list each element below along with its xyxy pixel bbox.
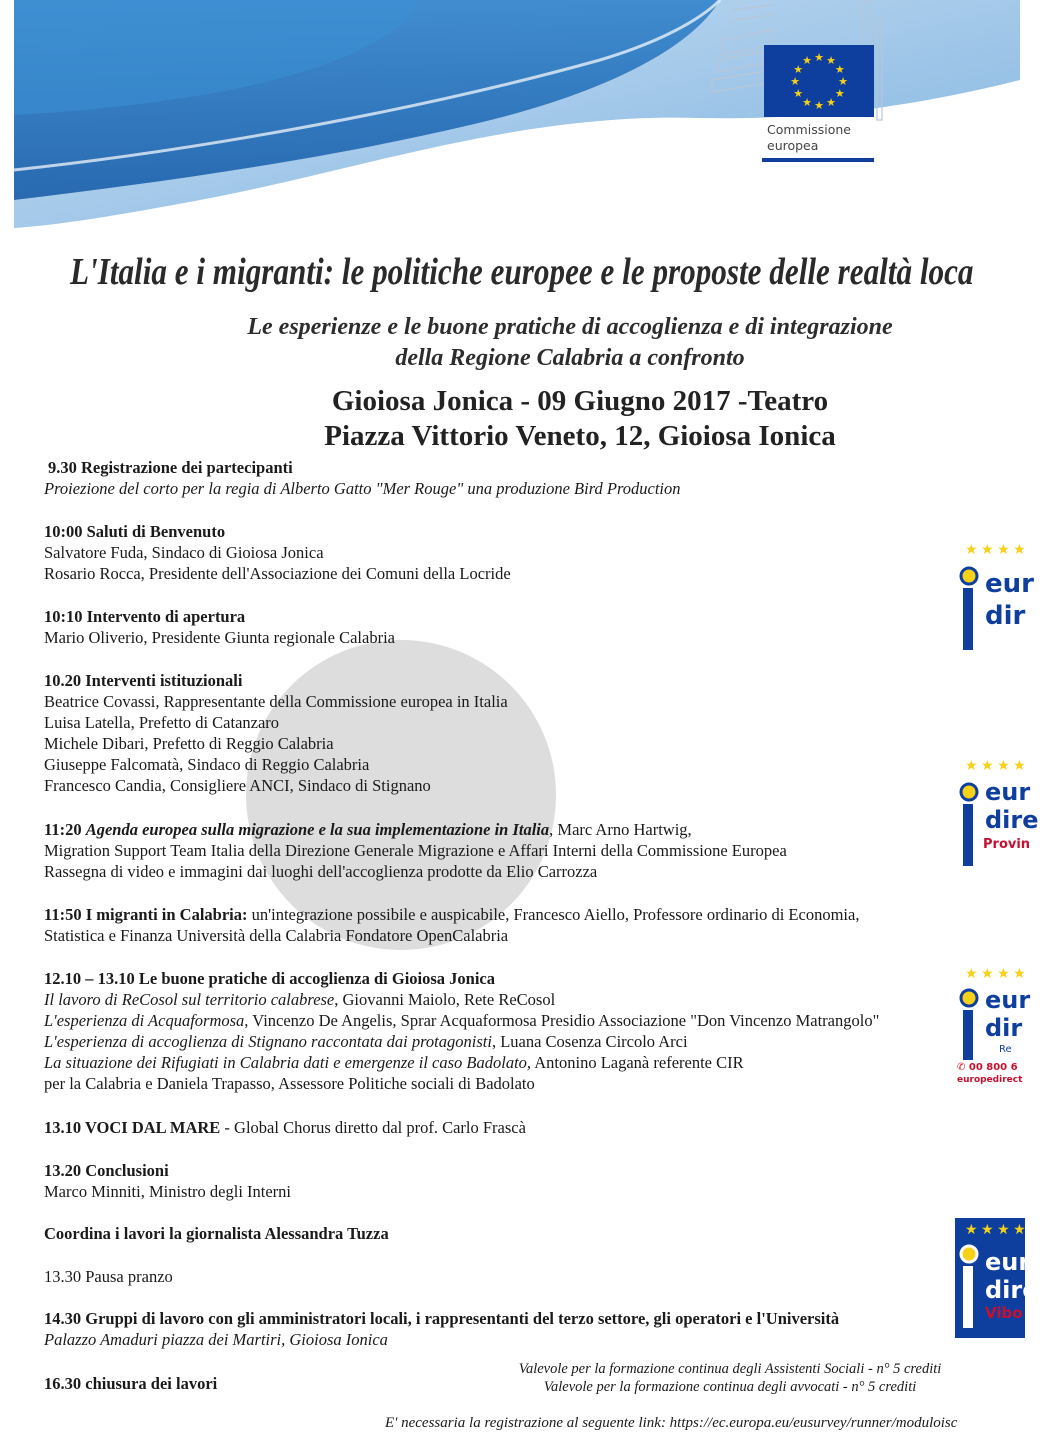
eu-star-icon: ★ bbox=[802, 96, 812, 109]
europe-direct-logo-phone: ✆ 00 800 6 bbox=[957, 1062, 1018, 1073]
program-text: - Global Chorus diretto dal prof. Carlo Frascà bbox=[220, 1118, 526, 1137]
program-line: Mario Oliverio, Presidente Giunta regionale Calabria bbox=[44, 628, 395, 647]
ec-logo-text bbox=[767, 122, 851, 154]
europe-direct-logo-line1: eur bbox=[985, 569, 1034, 599]
europe-direct-logo-line2: dire bbox=[985, 806, 1039, 834]
program-line bbox=[44, 1031, 974, 1052]
europe-direct-logo-sub: Provin bbox=[983, 837, 1031, 852]
ec-logo-line1: Commissione bbox=[767, 122, 851, 137]
stars-icon: ★ ★ ★ ★ bbox=[965, 543, 1026, 558]
europe-direct-logo bbox=[955, 1218, 1039, 1338]
program-block-voci-dal-mare bbox=[44, 1117, 974, 1138]
program-block-migrants-calabria bbox=[44, 904, 974, 946]
program-line: Beatrice Covassi, Rappresentante della Commissione europea in Italia bbox=[44, 692, 508, 711]
subtitle-line1: Le esperienze e le buone pratiche di accoglienza e di integrazione bbox=[247, 314, 893, 340]
program-line: Statistica e Finanza Università della Calabria Fondatore OpenCalabria bbox=[44, 926, 509, 945]
program-block-agenda bbox=[44, 819, 974, 882]
program-line: Rassegna di video e immagini dai luoghi dell'accoglienza prodotte da Elio Carrozza bbox=[44, 862, 598, 881]
european-commission-logo bbox=[712, 0, 882, 170]
eu-flag-icon bbox=[764, 45, 874, 117]
europe-direct-logo bbox=[955, 756, 1039, 876]
program-line: per la Calabria e Daniela Trapasso, Assessore Politiche sociali di Badolato bbox=[44, 1074, 535, 1093]
europe-direct-logo-line1: eur bbox=[985, 986, 1031, 1014]
eu-star-icon: ★ bbox=[834, 64, 845, 76]
program-line-text: , Giovanni Maiolo, Rete ReCosol bbox=[334, 990, 556, 1009]
eu-star-icon: ★ bbox=[814, 52, 824, 64]
europe-direct-logo-line1: eur bbox=[985, 778, 1031, 806]
program-line-italic: Il lavoro di ReCosol sul territorio calabrese bbox=[44, 990, 335, 1009]
event-address: Piazza Vittorio Veneto, 12, Gioiosa Ionica bbox=[324, 420, 836, 452]
program-line bbox=[44, 1010, 974, 1031]
program-line: 13.30 Pausa pranzo bbox=[44, 1267, 173, 1286]
ec-logo-underline bbox=[762, 158, 874, 162]
eu-star-icon: ★ bbox=[793, 88, 804, 100]
program-text: un'integrazione possibile e auspicabile, Francesco Aiello, Professore ordinario di Economia, bbox=[247, 905, 860, 924]
program-line-italic: L'esperienza di accoglienza di Stignano raccontata dai protagonisti bbox=[44, 1032, 492, 1051]
ec-logo-line2: europea bbox=[767, 138, 819, 153]
program-heading: 13.10 VOCI DAL MARE bbox=[44, 1118, 221, 1137]
program-block-institutional bbox=[44, 670, 974, 796]
program-block-workgroups bbox=[44, 1308, 974, 1350]
eu-star-icon: ★ bbox=[790, 76, 800, 88]
program-heading-line bbox=[44, 819, 974, 840]
registration-note: E' necessaria la registrazione al seguente link: https://ec.europa.eu/eusurvey/runner/moduloisc bbox=[385, 1415, 958, 1431]
program-block-coordinator bbox=[44, 1223, 974, 1244]
eu-star-icon: ★ bbox=[838, 76, 848, 88]
europe-direct-logo-sub: Re bbox=[999, 1044, 1012, 1055]
program-line: Marco Minniti, Ministro degli Interni bbox=[44, 1182, 292, 1201]
program-block-lunch bbox=[44, 1266, 974, 1287]
stars-icon: ★ ★ ★ ★ bbox=[965, 1223, 1026, 1238]
europe-direct-logo-line2: dire bbox=[985, 1276, 1039, 1304]
eu-star-icon: ★ bbox=[826, 55, 836, 68]
program-speaker: , Marc Arno Hartwig, bbox=[549, 820, 692, 839]
europe-direct-logo bbox=[955, 966, 1031, 1086]
program-block-conclusions bbox=[44, 1160, 974, 1202]
program-line: Giuseppe Falcomatà, Sindaco di Reggio Calabria bbox=[44, 755, 370, 774]
eu-star-icon: ★ bbox=[793, 64, 804, 76]
program-line-text: , Luana Cosenza Circolo Arci bbox=[491, 1032, 688, 1051]
europe-direct-logo bbox=[955, 540, 1034, 660]
europe-direct-logo-sub: Vibo bbox=[985, 1304, 1023, 1322]
program-heading: 10.20 Interventi istituzionali bbox=[44, 671, 243, 690]
europe-direct-logo-line1: eur bbox=[985, 1248, 1031, 1276]
program-line: Proiezione del corto per la regia di Alberto Gatto "Mer Rouge" una produzione Bird Production bbox=[44, 479, 681, 498]
program-time: 11:20 bbox=[44, 820, 82, 839]
program-block-opening bbox=[44, 606, 974, 648]
program-line: Luisa Latella, Prefetto di Catanzaro bbox=[44, 713, 280, 732]
europe-direct-logo-line2: dir bbox=[985, 1014, 1023, 1042]
program-heading: 12.10 – 13.10 Le buone pratiche di accoglienza di Gioiosa Jonica bbox=[44, 969, 496, 988]
event-date-venue: Gioiosa Jonica - 09 Giugno 2017 -Teatro bbox=[331, 385, 829, 417]
program-line: Palazzo Amaduri piazza dei Martiri, Gioiosa Ionica bbox=[44, 1330, 388, 1349]
program-heading: 9.30 Registrazione dei partecipanti bbox=[48, 458, 293, 477]
subtitle-line2: della Regione Calabria a confronto bbox=[395, 345, 745, 371]
program-line: Francesco Candia, Consigliere ANCI, Sindaco di Stignano bbox=[44, 776, 431, 795]
program-heading: Coordina i lavori la giornalista Alessandra Tuzza bbox=[44, 1224, 389, 1243]
program-topic: Agenda europea sulla migrazione e la sua implementazione in Italia bbox=[85, 820, 550, 839]
program-line: Migration Support Team Italia della Direzione Generale Migrazione e Affari Interni della Commissione Europea bbox=[44, 841, 787, 860]
europe-direct-logo-line2: dir bbox=[985, 601, 1026, 631]
program-line-italic: L'esperienza di Acquaformosa, bbox=[44, 1011, 249, 1030]
program-line: Salvatore Fuda, Sindaco di Gioiosa Jonica bbox=[44, 543, 324, 562]
eu-star-icon: ★ bbox=[826, 96, 836, 109]
program-heading: 14.30 Gruppi di lavoro con gli amministratori locali, i rappresentanti del terzo settore, gli operatori e l'Università bbox=[44, 1309, 840, 1328]
program-line-text: Vincenzo De Angelis, Sprar Acquaformosa Presidio Associazione "Don Vincenzo Matrangolo" bbox=[248, 1011, 880, 1030]
program-line: Michele Dibari, Prefetto di Reggio Calabria bbox=[44, 734, 334, 753]
program-line bbox=[44, 1052, 974, 1073]
program-line: Rosario Rocca, Presidente dell'Associazione dei Comuni della Locride bbox=[44, 564, 511, 583]
eu-star-icon: ★ bbox=[814, 100, 824, 112]
credits-line: Valevole per la formazione continua degli avvocati - n° 5 crediti bbox=[543, 1379, 917, 1395]
page-title: L'Italia e i migranti: le politiche europee e le proposte delle realtà loca bbox=[70, 251, 974, 293]
program-heading-line bbox=[44, 1117, 974, 1138]
program-heading: 10:00 Saluti di Benvenuto bbox=[44, 522, 226, 541]
program-line bbox=[44, 989, 974, 1010]
program-block-registration bbox=[44, 457, 974, 499]
eu-star-icon: ★ bbox=[802, 55, 812, 68]
program-line-text: Antonino Laganà referente CIR bbox=[531, 1053, 744, 1072]
europe-direct-logo-web: europedirect bbox=[957, 1075, 1023, 1085]
program-heading: 11:50 I migranti in Calabria: bbox=[44, 905, 248, 924]
eu-star-icon: ★ bbox=[834, 88, 845, 100]
credits-line: Valevole per la formazione continua degli Assistenti Sociali - n° 5 crediti bbox=[518, 1361, 942, 1377]
program-heading: 10:10 Intervento di apertura bbox=[44, 607, 246, 626]
stars-icon: ★ ★ ★ ★ bbox=[965, 967, 1026, 982]
program-block-best-practices bbox=[44, 968, 974, 1094]
program-heading-line bbox=[44, 904, 974, 925]
program-heading: 13.20 Conclusioni bbox=[44, 1161, 169, 1180]
stars-icon: ★ ★ ★ ★ bbox=[965, 759, 1026, 774]
program-line-italic: La situazione dei Rifugiati in Calabria dati e emergenze il caso Badolato, bbox=[44, 1053, 532, 1072]
program-block-welcome bbox=[44, 521, 974, 584]
program-heading: 16.30 chiusura dei lavori bbox=[44, 1374, 218, 1393]
credits-note bbox=[470, 1360, 990, 1396]
